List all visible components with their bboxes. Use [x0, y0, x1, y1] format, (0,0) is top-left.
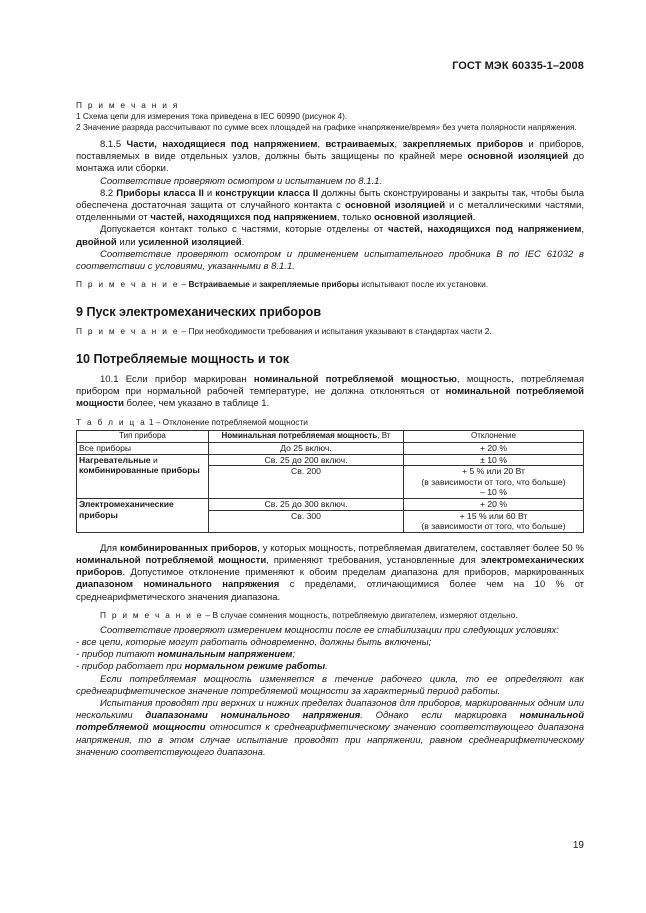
note-9: П р и м е ч а н и е – При необходимости требования и испытания указывают в стандартах части 2. [76, 326, 492, 337]
table-cell: ± 10 % [404, 454, 584, 466]
section-9-heading: 9 Пуск электромеханических приборов [76, 305, 322, 320]
table-row [77, 499, 584, 511]
table-cell: Все приборы [77, 443, 209, 455]
condition-3: - прибор работает при нормальном режиме работы. [76, 661, 328, 673]
header-device-type: Тип прибора [77, 431, 209, 443]
note-1: 1 Схема цепи для измерения тока приведена в IEC 60990 (рисунок 4). [76, 111, 348, 121]
page-content [76, 100, 584, 759]
table-row [77, 443, 584, 455]
table-cell: + 5 % или 20 Вт (в зависимости от того, что больше) – 10 % [404, 466, 584, 499]
table-cell: Св. 300 [209, 510, 404, 532]
paragraph-10-1: 10.1 Если прибор маркирован номинальной потребляемой мощностью, мощность, потребляемая прибором при нормальной рабочей температуре, не должна отклоняться от номинальной потребляемой мощности более, чем указано в таблице 1. [76, 373, 584, 410]
table-row [77, 454, 584, 466]
note-8-2: П р и м е ч а н и е – Встраиваемые и закрепляемые приборы испытывают после их установки. [76, 279, 489, 290]
table-cell: Нагревательные и комбинированные приборы [77, 454, 209, 498]
condition-1: - все цепи, которые могут работать одновременно, должны быть включены; [76, 637, 432, 649]
paragraph-8-2: 8.2 Приборы класса II и конструкции класса II должны быть сконструированы и закрыты так, чтобы была обеспечена достаточная защита от случайного контакта с основной изоляцией и с металлическими частями, отделенными от частей, находящихся под напряжением, только основной изоляцией. [76, 187, 585, 224]
compliance-8-1-5: Соответствие проверяют осмотром и испытанием по 8.1.1. [100, 175, 383, 187]
paragraph-8-2-contact: Допускается контакт только с частями, которые отделены от частей, находящихся под напряжением, двойной или усиленной изоляцией. [76, 224, 584, 248]
document-header: ГОСТ МЭК 60335-1–2008 [452, 60, 584, 72]
note-2: 2 Значение разряда рассчитывают по сумме всех площадей на графике «напряжение/время» без учета полярности напряжения. [76, 122, 577, 132]
header-rated-power: Номинальная потребляемая мощность, Вт [209, 431, 404, 443]
compliance-intro: Соответствие проверяют измерением мощности после ее стабилизации при следующих условиях: [100, 624, 559, 636]
table-cell: + 15 % или 60 Вт (в зависимости от того, что больше) [404, 510, 584, 532]
power-deviation-table [76, 430, 584, 532]
table-header-row [77, 431, 584, 443]
condition-2: - прибор питают номинальным напряжением; [76, 649, 296, 661]
notes-title: П р и м е ч а н и я [76, 100, 180, 110]
table-cell: До 25 включ. [209, 443, 404, 455]
table-cell: + 20 % [404, 443, 584, 455]
paragraph-8-1-5: 8.1.5 Части, находящиеся под напряжением, встраиваемых, закрепляемых приборов и приборов, поставляемых в виде отдельных узлов, должны быть защищены по крайней мере основной изоляцией до монтажа или сборки. [76, 139, 585, 175]
table-caption: Т а б л и ц а 1 – Отклонение потребляемой мощности [76, 417, 308, 428]
table-cell: + 20 % [404, 499, 584, 511]
compliance-8-2: Соответствие проверяют осмотром и применением испытательного пробника B по IEC 61032 в соответствии с условиями, указанными в 8.1.1. [76, 248, 584, 273]
section-10-heading: 10 Потребляемые мощность и ток [76, 352, 290, 367]
compliance-cycle: Если потребляемая мощность изменяется в течение рабочего цикла, то ее определяют как среднеарифметическое значение потребляемой мощности за характерный период работы. [76, 673, 584, 697]
table-cell: Св. 25 до 300 включ. [209, 499, 404, 511]
note-combined: П р и м е ч а н и е – В случае сомнения мощность, потребляемую двигателем, измеряют отдельно. [100, 609, 518, 620]
paragraph-combined: Для комбинированных приборов, у которых мощность, потребляемая двигателем, составляет более 50 % номинальной потребляемой мощности, применяют требования, установленные для электромеханических приборов. Допустимое отклонение применяют к обоим пределам диапазона для приборов, маркированных диапазоном номинального напряжения с пределами, отличающимися более чем на 10 % от среднеарифметического значения диапазона. [76, 542, 585, 603]
table-cell: Св. 200 [209, 466, 404, 499]
notes-block [76, 100, 584, 133]
compliance-ranges: Испытания проводят при верхних и нижних пределах диапазонов для приборов, маркированных одним или несколькими диапазонами номинального напряжения. Однако если маркировка номинальной потребляемой мощности относится к среднеарифметическому значению соответствующего диапазона напряжения, то в этом случае испытание проводят при напряжении, равном среднеарифметическому значению соответствующего диапазона. [76, 698, 584, 758]
table-cell: Электромеханические приборы [77, 499, 209, 533]
page-number: 19 [572, 840, 584, 851]
table-cell: Св. 25 до 200 включ. [209, 454, 404, 466]
header-deviation: Отклонение [404, 431, 584, 443]
